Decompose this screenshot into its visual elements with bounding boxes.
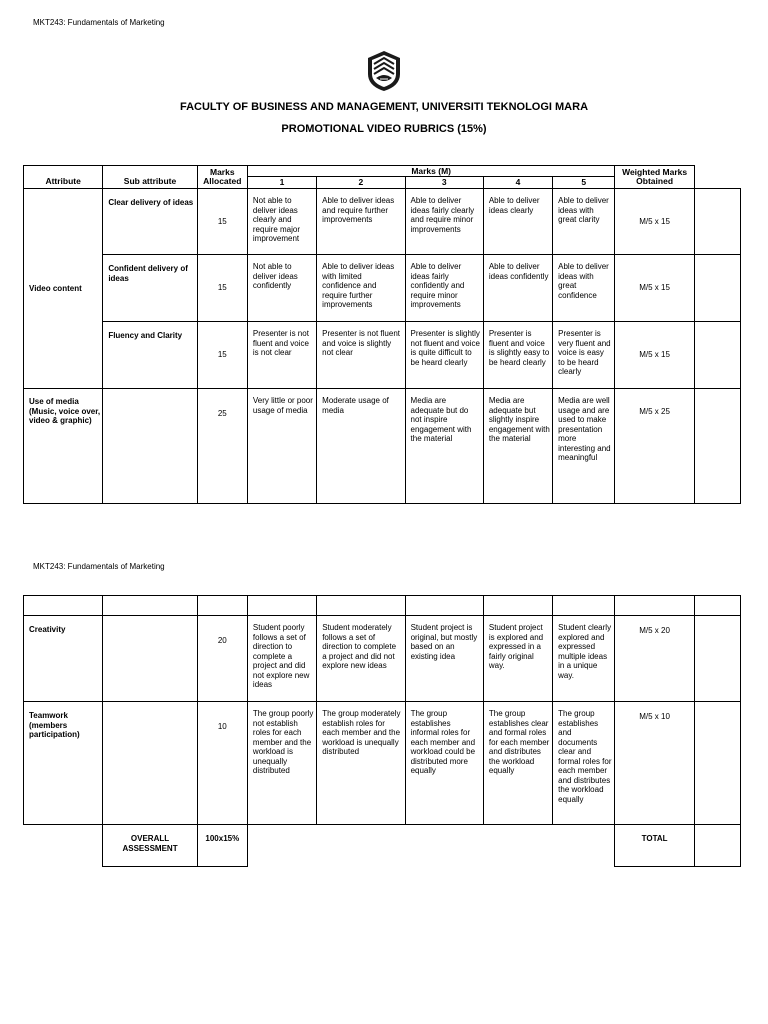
weighted-formula-cell: M/5 x 20	[615, 616, 694, 702]
table-row	[24, 702, 741, 825]
level-2-desc: Moderate usage of media	[317, 389, 405, 504]
level-5-header: 5	[553, 177, 615, 189]
attribute-teamwork: Teamwork (members participation)	[24, 702, 103, 825]
level-2-header: 2	[317, 177, 405, 189]
level-1-desc: Very little or poor usage of media	[247, 389, 316, 504]
sub-attribute-cell	[103, 389, 197, 504]
table-row	[24, 322, 741, 389]
header-blank-cell	[694, 166, 740, 189]
attribute-use-of-media: Use of media (Music, voice over, video & graphic)	[24, 389, 103, 504]
marks-allocated-cell: 25	[197, 389, 247, 504]
blank-cell	[694, 389, 740, 504]
total-label: TOTAL	[615, 825, 694, 867]
level-4-desc: The group establishes clear and formal roles for each member and distributes the workload equally	[483, 702, 552, 825]
level-1-desc: The group poorly not establish roles for each member and the workload is unequally distributed	[247, 702, 316, 825]
attribute-creativity: Creativity	[24, 616, 103, 702]
level-4-desc: Able to deliver ideas clearly	[483, 189, 552, 255]
course-code-header: MKT243: Fundamentals of Marketing	[33, 18, 165, 27]
level-5-desc: Media are well usage and are used to make presentation more interesting and meaningful	[553, 389, 615, 504]
level-3-desc: Student project is original, but mostly based on an existing idea	[405, 616, 483, 702]
total-value-cell	[694, 825, 740, 867]
level-1-desc: Not able to deliver ideas clearly and require major improvement	[247, 189, 316, 255]
level-1-desc: Presenter is not fluent and voice is not clear	[247, 322, 316, 389]
overall-row	[24, 825, 741, 867]
level-2-desc: Student moderately follows a set of direction to complete a project and did not explore new ideas	[317, 616, 405, 702]
level-1-desc: Not able to deliver ideas confidently	[247, 255, 316, 322]
blank-cell	[694, 322, 740, 389]
level-5-desc: Student clearly explored and expressed multiple ideas in a unique way.	[553, 616, 615, 702]
marks-allocated-cell: 15	[197, 322, 247, 389]
header-marks-allocated: Marks Allocated	[197, 166, 247, 189]
rubric-table-page1	[23, 165, 741, 504]
level-1-desc: Student poorly follows a set of direction to complete a project and did not explore new ideas	[247, 616, 316, 702]
faculty-title: FACULTY OF BUSINESS AND MANAGEMENT, UNIVERSITI TEKNOLOGI MARA	[179, 101, 589, 113]
sub-attribute-cell	[103, 616, 197, 702]
rubric-table-page2	[23, 595, 741, 867]
level-5-desc: Able to deliver ideas with great confidence	[553, 255, 615, 322]
rubric-title: PROMOTIONAL VIDEO RUBRICS (15%)	[281, 123, 487, 135]
sub-attribute-cell	[103, 702, 197, 825]
weighted-formula-cell: M/5 x 15	[615, 255, 694, 322]
level-4-desc: Media are adequate but slightly inspire engagement with the material	[483, 389, 552, 504]
header-weighted-marks: Weighted Marks Obtained	[615, 166, 694, 189]
level-2-desc: The group moderately establish roles for each member and the workload is unequally distributed	[317, 702, 405, 825]
level-4-desc: Presenter is fluent and voice is slightly easy to be heard clearly	[483, 322, 552, 389]
table-row	[24, 616, 741, 702]
level-3-desc: Able to deliver ideas fairly clearly and require minor improvements	[405, 189, 483, 255]
overall-assessment-label: OVERALL ASSESSMENT	[103, 825, 197, 867]
level-3-desc: Presenter is slightly not fluent and voice is quite difficult to be heard clearly	[405, 322, 483, 389]
empty-header-row	[24, 596, 741, 616]
sub-attribute-cell: Confident delivery of ideas	[103, 255, 197, 322]
table-row	[24, 255, 741, 322]
blank-cell	[694, 189, 740, 255]
header-attribute: Attribute	[24, 166, 103, 189]
university-logo	[366, 50, 402, 92]
level-2-desc: Presenter is not fluent and voice is slightly not clear	[317, 322, 405, 389]
marks-allocated-cell: 15	[197, 255, 247, 322]
overall-assessment-value: 100x15%	[197, 825, 247, 867]
level-4-desc: Student project is explored and expressed in a fairly original way.	[483, 616, 552, 702]
weighted-formula-cell: M/5 x 10	[615, 702, 694, 825]
level-4-desc: Able to deliver ideas confidently	[483, 255, 552, 322]
header-sub-attribute: Sub attribute	[103, 166, 197, 189]
weighted-formula-cell: M/5 x 15	[615, 189, 694, 255]
table-row	[24, 389, 741, 504]
blank-cell	[24, 825, 103, 867]
sub-attribute-cell: Fluency and Clarity	[103, 322, 197, 389]
blank-span-cell	[247, 825, 614, 867]
weighted-formula-cell: M/5 x 15	[615, 322, 694, 389]
blank-cell	[694, 616, 740, 702]
level-1-header: 1	[247, 177, 316, 189]
level-4-header: 4	[483, 177, 552, 189]
level-2-desc: Able to deliver ideas and require further improvements	[317, 189, 405, 255]
level-3-desc: The group establishes informal roles for each member and workload could be distributed more equally	[405, 702, 483, 825]
level-5-desc: Able to deliver ideas with great clarity	[553, 189, 615, 255]
blank-cell	[694, 702, 740, 825]
level-3-desc: Able to deliver ideas fairly confidently and require minor improvements	[405, 255, 483, 322]
level-5-desc: The group establishes and documents clear and formal roles for each member and distributes the workload equally	[553, 702, 615, 825]
blank-cell	[694, 255, 740, 322]
header-marks-m: Marks (M)	[247, 166, 615, 177]
level-2-desc: Able to deliver ideas with limited confidence and require further improvements	[317, 255, 405, 322]
course-code-header-page2: MKT243: Fundamentals of Marketing	[33, 562, 165, 571]
attribute-video-content: Video content	[24, 189, 103, 389]
marks-allocated-cell: 15	[197, 189, 247, 255]
sub-attribute-cell: Clear delivery of ideas	[103, 189, 197, 255]
marks-allocated-cell: 10	[197, 702, 247, 825]
weighted-formula-cell: M/5 x 25	[615, 389, 694, 504]
marks-allocated-cell: 20	[197, 616, 247, 702]
level-3-desc: Media are adequate but do not inspire engagement with the material	[405, 389, 483, 504]
level-5-desc: Presenter is very fluent and voice is easy to be heard clearly	[553, 322, 615, 389]
level-3-header: 3	[405, 177, 483, 189]
table-row	[24, 189, 741, 255]
